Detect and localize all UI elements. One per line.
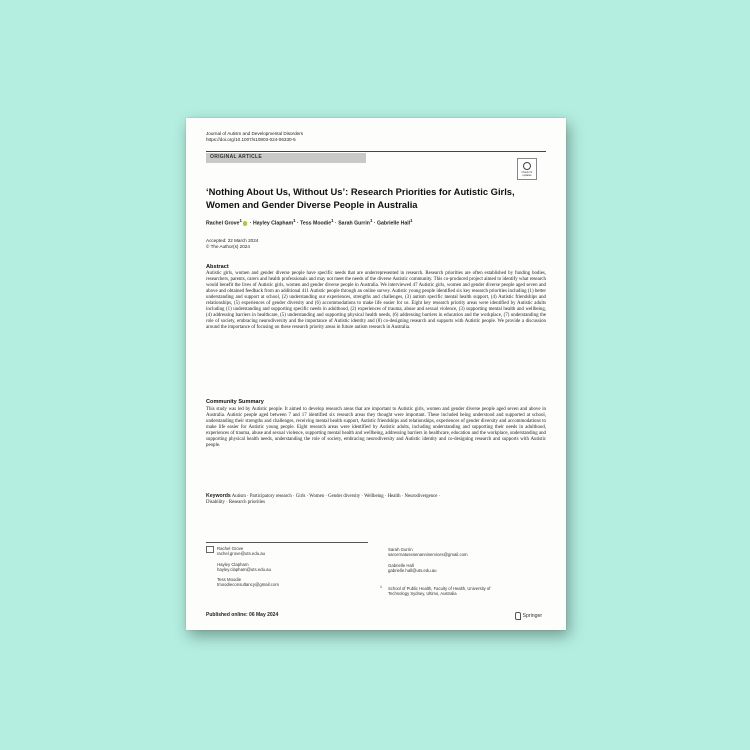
- abstract-text: Autistic girls, women and gender diverse people have specific needs that are underrepresented in research. Research priorities are often established by funding bodies, researchers, parents, carers and health professionals and may not meet the needs of the diverse Autistic community. This co-produced project aimed to identify what research would benefit the lives of Autistic girls, women and gender diverse people in Australia. We interviewed 47 Autistic girls, women and gender diverse people aged seven and above and obtained feedback from an additional 411 Autistic people through an online survey. Autistic young people identified six key research priorities including (1) better understanding and support at school, (2) understanding our experiences, strengths and challenges, (3) autism specific mental health support, (4) Autistic friendships and relationships, (5) experiences of gender diversity and (6) accommodations to make life easier for us. Eight key research priority areas were identified by Autistic adults including (1) understanding and supporting specific needs in adulthood, (2) experiences of trauma, abuse and sexual violence, (3) supporting mental health and wellbeing, (4) addressing barriers in healthcare, (5) understanding and supporting physical health needs, (6) addressing barriers in education and the workplace, (7) understanding the role of society, embracing neurodiversity and the importance of Autistic identity and (8) co-designing research and supports with Autistic people. We provide a discussion around the importance of focusing on these research priority areas in future autism research in Australia.: [206, 271, 546, 331]
- contact-email[interactable]: sarcernatusesenanniservices@gmail.com: [388, 552, 468, 558]
- community-summary-heading: Community Summary: [206, 399, 264, 405]
- affiliation: [388, 586, 490, 596]
- journal-header: [206, 131, 303, 143]
- article-dates: [206, 238, 258, 250]
- author-name[interactable]: Sarah Gurrin: [338, 220, 370, 227]
- badge-label: Check for updates: [521, 170, 533, 177]
- article-title: [206, 186, 516, 211]
- published-date: Published online: 06 May 2024: [206, 612, 279, 618]
- accepted-date: Accepted: 22 March 2024: [206, 238, 259, 243]
- check-for-updates-badge[interactable]: [517, 158, 537, 180]
- author-list: Rachel Grove$^1$ · Hayley Clapham$^1$ · Tess Moodie$^1$ · Sarah Gurrin$^1$ · Gabrielle Hall$^1$: [206, 218, 413, 227]
- contact-name: Gabrielle Hall: [388, 562, 414, 568]
- author-affiliation-sup: 1: [239, 218, 242, 223]
- paper-page: [186, 118, 566, 630]
- contact-name: Tess Moodie: [217, 577, 242, 583]
- affiliation-line-1: School of Public Health, Faculty of Health, University of: [388, 586, 491, 591]
- community-summary-text: This study was led by Autistic people. It aimed to develop research areas that are important to Autistic girls, women and gender diverse people aged seven and above in Australia. Autistic people aged between 7 and 17 identified six research areas they thought were important. These included being understood and supported at school, understanding their strengths and challenges, receiving mental health support, Autistic friendships and relationships, experiences of gender diversity and accommodations to make life easier for Autistic young people. Eight research areas were identified by Autistic adults, including understanding and supporting their needs in adulthood, experiences of trauma, abuse and sexual violence, supporting mental health and wellbeing, addressing barriers in healthcare, education and the workplace, understanding and supporting physical health needs, understanding the role of society, embracing neurodiversity and Autistic identity and co-designing research and supports with Autistic people.: [206, 407, 546, 449]
- contact-email[interactable]: rachel.grove@uts.edu.au: [217, 551, 266, 557]
- author-affiliation-sup: 1: [331, 218, 334, 223]
- contacts-left: [217, 546, 279, 588]
- author-affiliation-sup: 1: [369, 218, 373, 223]
- journal-name: Journal of Autism and Developmental Disorders: [206, 131, 304, 136]
- abstract-heading: Abstract: [206, 264, 229, 270]
- envelope-icon: [206, 546, 214, 553]
- keywords-line-2: Disability · Research priorities: [206, 500, 266, 506]
- author-name[interactable]: Tess Moodie: [300, 220, 332, 227]
- title-line-1: ‘Nothing About Us, Without Us’: Research Priorities for Autistic Girls,: [206, 186, 515, 197]
- author-affiliation-sup: 1: [410, 218, 413, 223]
- copyright: © The Author(s) 2024: [206, 244, 250, 249]
- article-type-label: ORIGINAL ARTICLE: [210, 154, 263, 160]
- contact-name: Rachel Grove: [217, 546, 244, 551]
- title-line-2: Women and Gender Diverse People in Australia: [206, 198, 418, 210]
- contact-name: Sarah Gurrin: [388, 547, 413, 552]
- orcid-icon[interactable]: [243, 221, 248, 226]
- contact-email[interactable]: hayley.clapham@uts.edu.au: [217, 566, 271, 572]
- update-icon: [523, 162, 531, 170]
- publisher-name: Springer: [522, 613, 543, 620]
- contact-email[interactable]: tmoodieconsultancy@gmail.com: [217, 582, 279, 588]
- contact-name: Hayley Clapham: [217, 561, 249, 567]
- affiliation-sup: 1: [380, 585, 382, 589]
- journal-doi[interactable]: https://doi.org/10.1007/s10803-024-06330-5: [206, 137, 296, 143]
- publisher-logo: [515, 612, 542, 620]
- author-affiliation-sup: 1: [293, 218, 296, 223]
- author-name[interactable]: Hayley Clapham: [253, 220, 294, 227]
- author-name[interactable]: Rachel Grove: [206, 220, 240, 227]
- springer-horse-icon: [515, 612, 521, 620]
- footnote-rule: [206, 542, 368, 543]
- keywords-line-1: Autism · Participatory research · Girls · Women · Gender diversity · Wellbeing · Health · Neurodivergence ·: [231, 494, 441, 499]
- author-name[interactable]: Gabrielle Hall: [376, 220, 411, 227]
- contact-email[interactable]: gabrielle.hall@uts.edu.au: [388, 567, 437, 573]
- affiliation-line-2: Technology Sydney, Ultimo, Australia: [388, 591, 457, 597]
- contacts-right: [388, 547, 468, 573]
- keywords: [206, 493, 546, 507]
- keywords-label: Keywords: [206, 493, 231, 499]
